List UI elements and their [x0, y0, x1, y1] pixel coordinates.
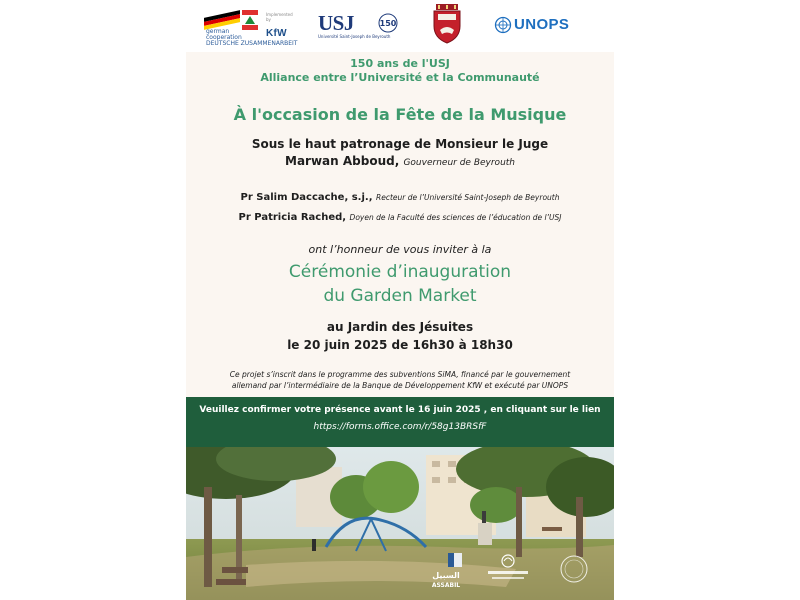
occasion-heading: À l'occasion de la Fête de la Musique: [233, 105, 567, 124]
anniversary-line: 150 ans de l'USJ: [350, 57, 450, 70]
ceremony-subtitle: du Garden Market: [323, 286, 477, 306]
host-line: [186, 192, 614, 203]
patron-line: [186, 154, 614, 168]
anniversary-150-icon: [376, 12, 398, 34]
venue-line: au Jardin des Jésuites: [326, 320, 474, 334]
assabil-label: ASSABIL: [431, 582, 461, 589]
assabil-arabic-label: السبيل: [432, 571, 460, 580]
invitation-line: ont l’honneur de vous inviter à la: [308, 243, 492, 256]
usj-subtitle: Université Saint-Joseph de Beyrouth: [318, 34, 391, 39]
patron-name: Marwan Abboud,: [285, 154, 400, 168]
usj-logo: [318, 12, 398, 46]
funding-note: Ce projet s’inscrit dans le programme des subventions SiMA, financé par le gouvernement: [229, 370, 571, 379]
host-name: Pr Patricia Rached,: [238, 212, 347, 223]
un-emblem-icon: [494, 16, 512, 34]
garden-photo: [186, 447, 614, 600]
rsvp-band: [186, 397, 614, 447]
kfw-caption: Implemented by: [266, 12, 293, 22]
alliance-line: Alliance entre l’Université et la Communauté: [260, 71, 540, 84]
kfw-wordmark: KfW: [266, 28, 287, 39]
kfw-logo: [266, 12, 298, 42]
host-name: Pr Salim Daccache, s.j.,: [240, 192, 373, 203]
host-role: Recteur de l’Université Saint-Joseph de Beyrouth: [376, 193, 560, 202]
partner-logos: [186, 0, 614, 52]
host-line: [186, 212, 614, 223]
unops-logo: [494, 16, 598, 36]
funding-note: allemand par l’intermédiaire de la Banque de Développement KfW et exécuté par UNOPS: [231, 381, 569, 390]
host-role: Doyen de la Faculté des sciences de l’éducation de l’USJ: [349, 213, 562, 222]
giz-logo-text: german cooperation DEUTSCHE ZUSAMMENARBEIT: [206, 28, 298, 47]
rsvp-text: Veuillez confirmer votre présence avant le 16 juin 2025 , en cliquant sur le lien: [199, 405, 601, 415]
patronage-line: Sous le haut patronage de Monsieur le Juge: [251, 137, 549, 151]
patron-role: Gouverneur de Beyrouth: [403, 158, 515, 168]
invitation-card: [186, 0, 614, 600]
beirut-shield-icon: [432, 4, 462, 44]
ceremony-title: Cérémonie d’inauguration: [288, 262, 512, 282]
unops-wordmark: UNOPS: [514, 16, 570, 33]
usj-wordmark: USJ: [318, 11, 354, 35]
rsvp-link[interactable]: https://forms.office.com/r/58g13BRSfF: [313, 422, 487, 432]
cedar-icon: [242, 10, 258, 30]
date-time-line: le 20 juin 2025 de 16h30 à 18h30: [287, 338, 513, 352]
usj-anniv-label: 150: [379, 19, 397, 28]
